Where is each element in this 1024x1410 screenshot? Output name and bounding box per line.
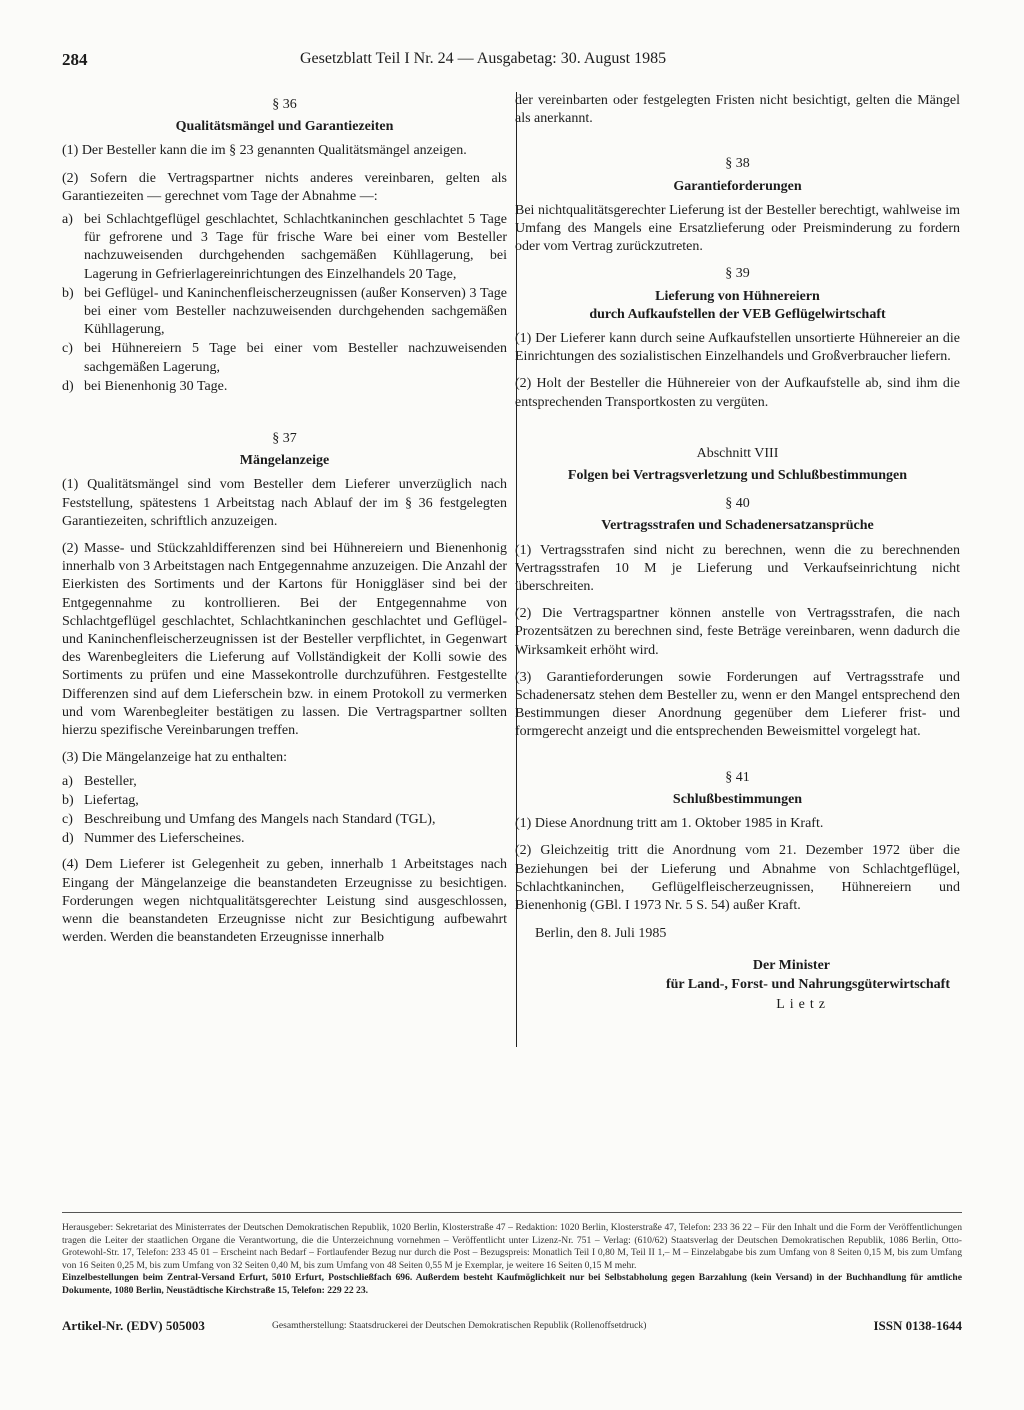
section-36-title: Qualitätsmängel und Garantiezeiten xyxy=(175,119,394,135)
list-item xyxy=(62,830,507,848)
page-number: 284 xyxy=(62,50,88,69)
section-39-number: § 39 xyxy=(725,266,750,282)
section-37-paragraph-3: (3) Die Mängelanzeige hat zu enthalten: xyxy=(62,750,288,766)
left-column xyxy=(62,92,507,956)
list-item xyxy=(62,773,507,791)
place-and-date: Berlin, den 8. Juli 1985 xyxy=(535,926,667,942)
list-item-label: a) xyxy=(62,212,73,228)
list-item-text: Nummer des Lieferscheines. xyxy=(84,831,245,847)
section-41-title: Schlußbestimmungen xyxy=(672,791,803,807)
issn: ISSN 0138-1644 xyxy=(873,1318,962,1333)
list-item-label: d) xyxy=(62,831,74,847)
imprint xyxy=(62,1222,962,1298)
list-item xyxy=(62,285,507,340)
imprint-publisher: Herausgeber: Sekretariat des Ministerrates der Deutschen Demokratischen Republik, 1020 Berlin, Klosterstraße 47 – Redaktion: 1020 Berlin, Klosterstraße 47, Telefon: 233 36 22 – Für den Inhalt und die Form der Veröffentlichungen tragen die Leiter der staatlichen Organe die Verantwortung, die die Unterzeichnung vornehmen – Veröffentlicht unter Lizenz-Nr. 751 – Verlag: (610/62) Staatsverlag der Deutschen Demokratischen Republik, 1086 Berlin, Otto-Grotewohl-Str. 17, Telefon: 233 45 01 – Erscheint nach Bedarf – Fortlaufender Bezug nur durch die Post – Bezugspreis: Monatlich Teil I 0,80 M, Teil II 1,– M – Einzelabgabe bis zum Umfang von 8 Seiten 0,15 M, bis zum Umfang von 16 Seiten 0,25 M, bis zum Umfang von 32 Seiten 0,40 M, bis zum Umfang von 48 Seiten 0,55 M je Exemplar, je weitere 16 Seiten 0,15 M mehr. xyxy=(62,1222,962,1271)
section-39-title-line-1: Lieferung von Hühnereiern xyxy=(655,288,820,304)
section-37-number: § 37 xyxy=(272,431,297,447)
printer-credit: Gesamtherstellung: Staatsdruckerei der Deutschen Demokratischen Republik (Rollenoffsetdruck) xyxy=(272,1320,647,1331)
section-39-paragraph-1: (1) Der Lieferer kann durch seine Aufkaufstellen unsortierte Hühnereier an die Einrichtungen des sozialistischen Einzelhandels und Großverbraucher liefern. xyxy=(515,331,960,365)
list-item-text: bei Geflügel- und Kaninchenfleischerzeugnissen (außer Konserven) 3 Tage bei einer vom Besteller nachzuweisenden durchgehenden sachgemäßen Kühllagerung, xyxy=(84,285,507,338)
list-item xyxy=(62,211,507,284)
list-item-text: bei Hühnereiern 5 Tage bei einer vom Besteller nachzuweisenden sachgemäßen Lagerung, xyxy=(84,341,507,375)
list-item-label: c) xyxy=(62,341,73,357)
imprint-rule xyxy=(62,1212,962,1213)
list-item xyxy=(62,340,507,376)
list-item xyxy=(62,792,507,810)
list-item-label: c) xyxy=(62,811,73,827)
abschnitt-title: Folgen bei Vertragsverletzung und Schlußbestimmungen xyxy=(567,468,908,484)
section-38-number: § 38 xyxy=(725,156,750,172)
list-item-text: Besteller, xyxy=(84,773,137,789)
right-column xyxy=(515,92,960,1014)
list-item-label: b) xyxy=(62,285,74,301)
list-item-text: Liefertag, xyxy=(84,792,139,808)
list-item-label: a) xyxy=(62,773,73,789)
section-41-paragraph-2: (2) Gleichzeitig tritt die Anordnung vom 21. Dezember 1972 über die Beziehungen bei der Lieferung und Abnahme von Schlachtgeflügel, Schlachtkaninchen, Geflügelfleischerzeugnissen, Hühnereiern und Bienenhonig (GBl. I 1973 Nr. 5 S. 54) außer Kraft. xyxy=(515,843,960,913)
section-39-paragraph-2: (2) Holt der Besteller die Hühnereier von der Aufkaufstelle ab, sind ihm die entsprechenden Transportkosten zu vergüten. xyxy=(515,376,960,410)
section-40-paragraph-3: (3) Garantieforderungen sowie Forderungen auf Vertragsstrafe und Schadenersatz stehen dem Besteller zu, wenn er den Mangel entsprechend den Bestimmungen dieser Anordnung gegenüber dem Lieferer frist- und formgerecht anzeigt und die entsprechenden Beweismittel vorgelegt hat. xyxy=(515,669,960,740)
list-item xyxy=(62,378,507,396)
signatory-title-line-1: Der Minister xyxy=(752,958,830,974)
section-37-paragraph-2: (2) Masse- und Stückzahldifferenzen sind bei Hühnereiern und Bienenhonig innerhalb von 3 Arbeitstagen nach Entgegennahme anzuzeigen. Die Anzahl der Eierkisten des Sortiments und der Kartons für Honiggläser sind bei der Entgegennahme zu kontrollieren. Bei der Entgegennahme von Schlachtgeflügel geschlachtet, Schlachtkaninchen geschlachtet und Geflügel- und Kaninchenfleischerzeugnissen ist der Besteller verpflichtet, in Gegenwart des Warenbegleiters die Lieferung auf Vollständigkeit der Kolli sowie des Sortiments zu prüfen und eine Massekontrolle durchzuführen. Festgestellte Differenzen sind auf dem Lieferschein bzw. in einem Protokoll zu vermerken und vom Warenbegleiter bestätigen zu lassen. Die Vertragspartner sollten hierzu spezifische Vereinbarungen treffen. xyxy=(62,541,507,739)
list-item-text: Beschreibung und Umfang des Mangels nach Standard (TGL), xyxy=(84,811,436,827)
section-41-number: § 41 xyxy=(725,769,750,785)
signatory-name: Lietz xyxy=(776,996,830,1012)
section-40-paragraph-1: (1) Vertragsstrafen sind nicht zu berechnen, wenn die zu berechnenden Vertragsstrafen 10 M je Lieferung und Verkaufseinrichtung nicht überschreiten. xyxy=(515,542,960,595)
section-36-list xyxy=(62,211,507,396)
section-40-number: § 40 xyxy=(725,496,750,512)
section-36-number: § 36 xyxy=(272,97,297,112)
section-37-list xyxy=(62,773,507,849)
section-36-paragraph-1: (1) Der Besteller kann die im § 23 genannten Qualitätsmängel anzeigen. xyxy=(62,143,467,159)
list-item-label: b) xyxy=(62,792,74,808)
signatory-title-line-2: für Land-, Forst- und Nahrungsgüterwirtschaft xyxy=(665,976,950,992)
section-40-title: Vertragsstrafen und Schadenersatzansprüche xyxy=(601,518,874,534)
section-39-title-line-2: durch Aufkaufstellen der VEB Geflügelwirtschaft xyxy=(589,306,886,322)
section-37-paragraph-1: (1) Qualitätsmängel sind vom Besteller dem Lieferer unverzüglich nach Feststellung, spätestens 1 Arbeitstag nach Ablauf der im § 36 festgelegten Garantiezeiten, schriftlich anzuzeigen. xyxy=(62,477,507,529)
section-38-title: Garantieforderungen xyxy=(673,178,802,194)
section-40-paragraph-2: (2) Die Vertragspartner können anstelle von Vertragsstrafen, die nach Prozentsätzen zu berechnen sind, feste Beträge vereinbaren, wenn dadurch die Wirksamkeit erhöht wird. xyxy=(515,606,960,658)
list-item xyxy=(62,811,507,829)
section-41-paragraph-1: (1) Diese Anordnung tritt am 1. Oktober 1985 in Kraft. xyxy=(515,816,824,832)
abschnitt-label: Abschnitt VIII xyxy=(696,445,779,461)
section-38-paragraph-1: Bei nichtqualitätsgerechter Lieferung ist der Besteller berechtigt, wahlweise im Umfang des Mangels eine Ersatzlieferung oder Preisminderung zu fordern oder vom Vertrag zurückzutreten. xyxy=(515,202,960,255)
section-36-paragraph-2: (2) Sofern die Vertragspartner nichts anderes vereinbaren, gelten als Garantiezeiten — gerechnet vom Tage der Abnahme —: xyxy=(62,170,507,204)
article-number: Artikel-Nr. (EDV) 505003 xyxy=(62,1318,205,1333)
list-item-label: d) xyxy=(62,378,74,394)
section-37-title: Mängelanzeige xyxy=(239,453,330,469)
list-item-text: bei Schlachtgeflügel geschlachtet, Schlachtkaninchen geschlachtet 5 Tage für gefrorene und 3 Tage für frische Ware bei einer vom Besteller nachzuweisenden durchgehenden sachgemäßen Kühllagerung, bei Lagerung in Gefrierlagereinrichtungen des Einzelhandels 20 Tage, xyxy=(84,212,507,282)
running-head: Gesetzblatt Teil I Nr. 24 — Ausgabetag: 30. August 1985 xyxy=(300,50,667,67)
list-item-text: bei Bienenhonig 30 Tage. xyxy=(84,378,228,394)
section-37-paragraph-4: (4) Dem Lieferer ist Gelegenheit zu geben, innerhalb 1 Arbeitstages nach Eingang der Mängelanzeige die beanstandeten Erzeugnisse zu besichtigen. Forderungen wegen nichtqualitätsgerechter Leistung sind ausgeschlossen, wenn die beanstandeten Erzeugnisse nicht zur Besichtigung aufbewahrt werden. Werden die beanstandeten Erzeugnisse innerhalb xyxy=(62,857,507,946)
section-37-continuation: der vereinbarten oder festgelegten Fristen nicht besichtigt, gelten die Mängel als anerkannt. xyxy=(515,93,960,127)
imprint-orders: Einzelbestellungen beim Zentral-Versand Erfurt, 5010 Erfurt, Postschließfach 696. Außerdem besteht Kaufmöglichkeit nur bei Selbstabholung gegen Barzahlung (kein Versand) in der Buchhandlung für amtliche Dokumente, 1080 Berlin, Neustädtische Kirchstraße 15, Telefon: 229 22 23. xyxy=(62,1272,962,1296)
